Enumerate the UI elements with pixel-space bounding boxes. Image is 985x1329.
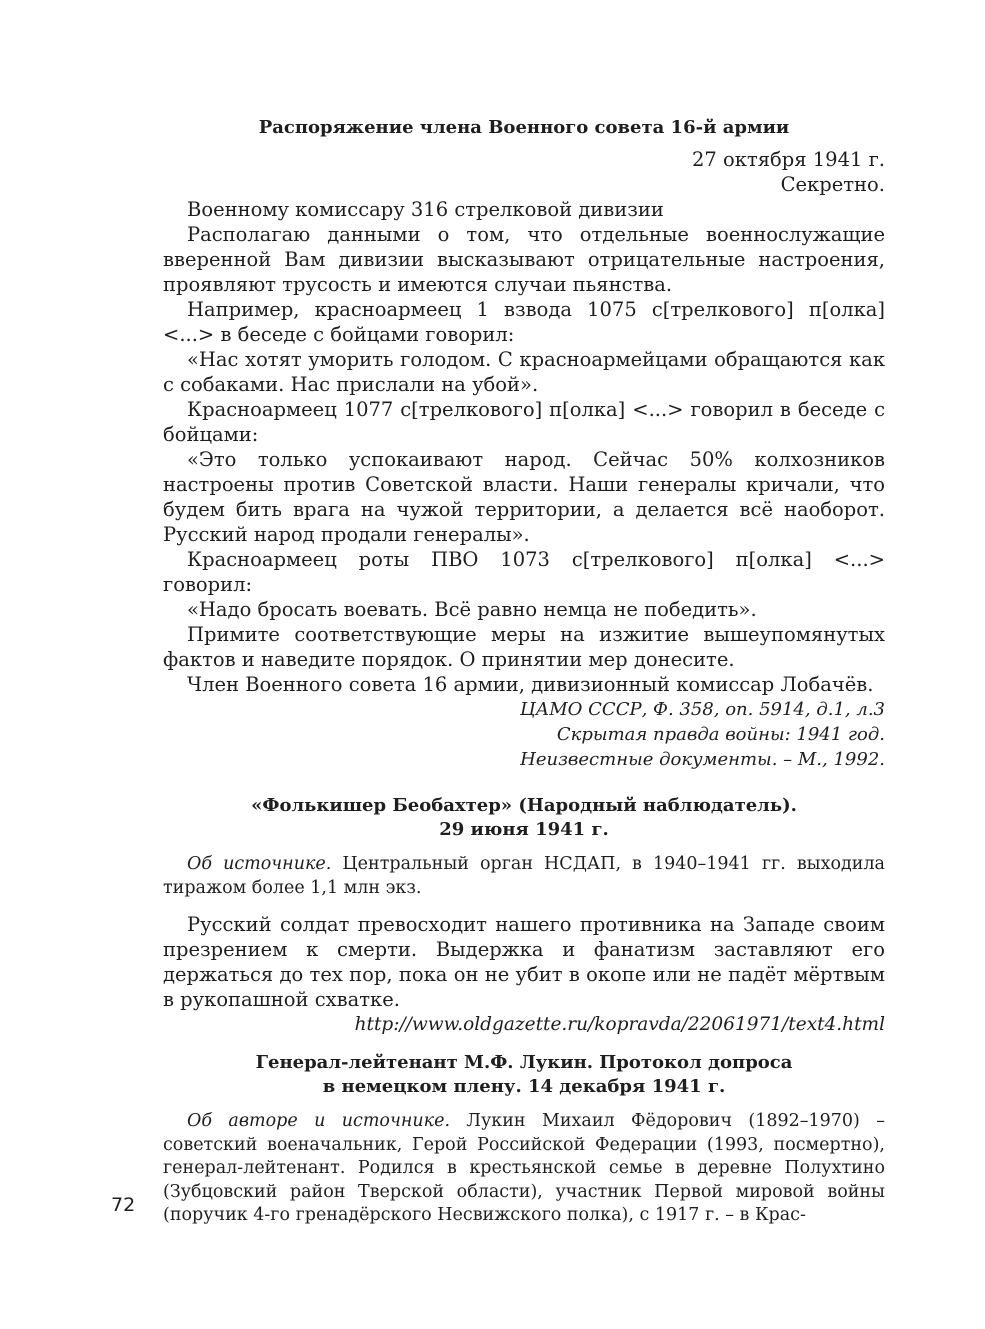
quote-body: Русский солдат превосходит нашего противника на Западе своим презрением к смерти. Выдержка и фанатизм заставляют его держаться до тех пор, пока он не убит в окопе или не падёт мёртвым в рукопашной схватке. [163, 913, 885, 1011]
quote-paragraph: «Надо бросать воевать. Всё равно немца не победить». [187, 598, 757, 621]
source-url: http://www.oldgazette.ru/kopravda/22061971/text4.html [354, 1014, 885, 1035]
section1-title: Распоряжение члена Военного совета 16-й армии [258, 117, 790, 138]
quote-paragraph: «Нас хотят уморить голодом. С красноармейцами обращаются как с собаками. Нас прислали на убой». [163, 348, 885, 396]
source-note-text: Центральный орган НСДАП, в 1940–1941 гг. выходила тиражом более 1,1 млн экз. [163, 854, 885, 898]
author-note [163, 1110, 885, 1228]
section3-title-line1: Генерал-лейтенант М.Ф. Лукин. Протокол допроса [255, 1052, 793, 1073]
secrecy-mark: Секретно. [780, 173, 885, 196]
author-note-text: Лукин Михаил Фёдорович (1892–1970) – советский военачальник, Герой Российской Федерации (1993, посмертно), генерал-лейтенант. Родился в крестьянской семье в деревне Полухтино (Зубцовский район Тверской области), участник Первой мировой войны (поручик 4-го гренадёрского Несвижского полка), с 1917 г. – в Крас- [163, 1111, 885, 1225]
paragraph: Красноармеец роты ПВО 1073 с[трелкового] п[олка] <...> говорил: [163, 548, 885, 596]
quote-paragraph: «Это только успокаивают народ. Сейчас 50% колхозников настроены против Советской власти. Наши генералы кричали, что будем бить врага на чужой территории, а делается всё наоборот. Русский народ продали генералы». [163, 448, 885, 546]
document-date: 27 октября 1941 г. [692, 148, 885, 171]
paragraph: Например, красноармеец 1 взвода 1075 с[трелкового] п[олка] <...> в беседе с бойцами говорил: [163, 298, 885, 346]
page-content [163, 112, 885, 1228]
section2-title-line1: «Фолькишер Беобахтер» (Народный наблюдатель). [251, 795, 797, 816]
section2-title [163, 794, 885, 842]
signature: Член Военного совета 16 армии, дивизионный комиссар Лобачёв. [187, 673, 874, 696]
author-note-label: Об авторе и источнике. [187, 1111, 451, 1131]
paragraph: Располагаю данными о том, что отдельные военнослужащие вверенной Вам дивизии высказывают отрицательные настроения, проявляют трусость и имеются случаи пьянства. [163, 223, 885, 296]
section3-title-line2: в немецком плену. 14 декабря 1941 г. [322, 1076, 726, 1097]
source-citation: Неизвестные документы. – М., 1992. [520, 749, 885, 770]
addressee: Военному комиссару 316 стрелковой дивизии [187, 198, 664, 221]
source-citation: Скрытая правда войны: 1941 год. [556, 724, 885, 745]
source-note [163, 853, 885, 900]
paragraph: Примите соответствующие меры на изжитие вышеупомянутых фактов и наведите порядок. О принятии мер донесите. [163, 623, 885, 671]
page-number: 72 [111, 1194, 136, 1216]
section2-title-line2: 29 июня 1941 г. [439, 819, 609, 840]
section3-title [163, 1051, 885, 1099]
source-citation: ЦАМО СССР, Ф. 358, оп. 5914, д.1, л.3 [519, 699, 885, 720]
paragraph: Красноармеец 1077 с[трелкового] п[олка] <...> говорил в беседе с бойцами: [163, 398, 885, 446]
source-note-label: Об источнике. [187, 854, 332, 874]
